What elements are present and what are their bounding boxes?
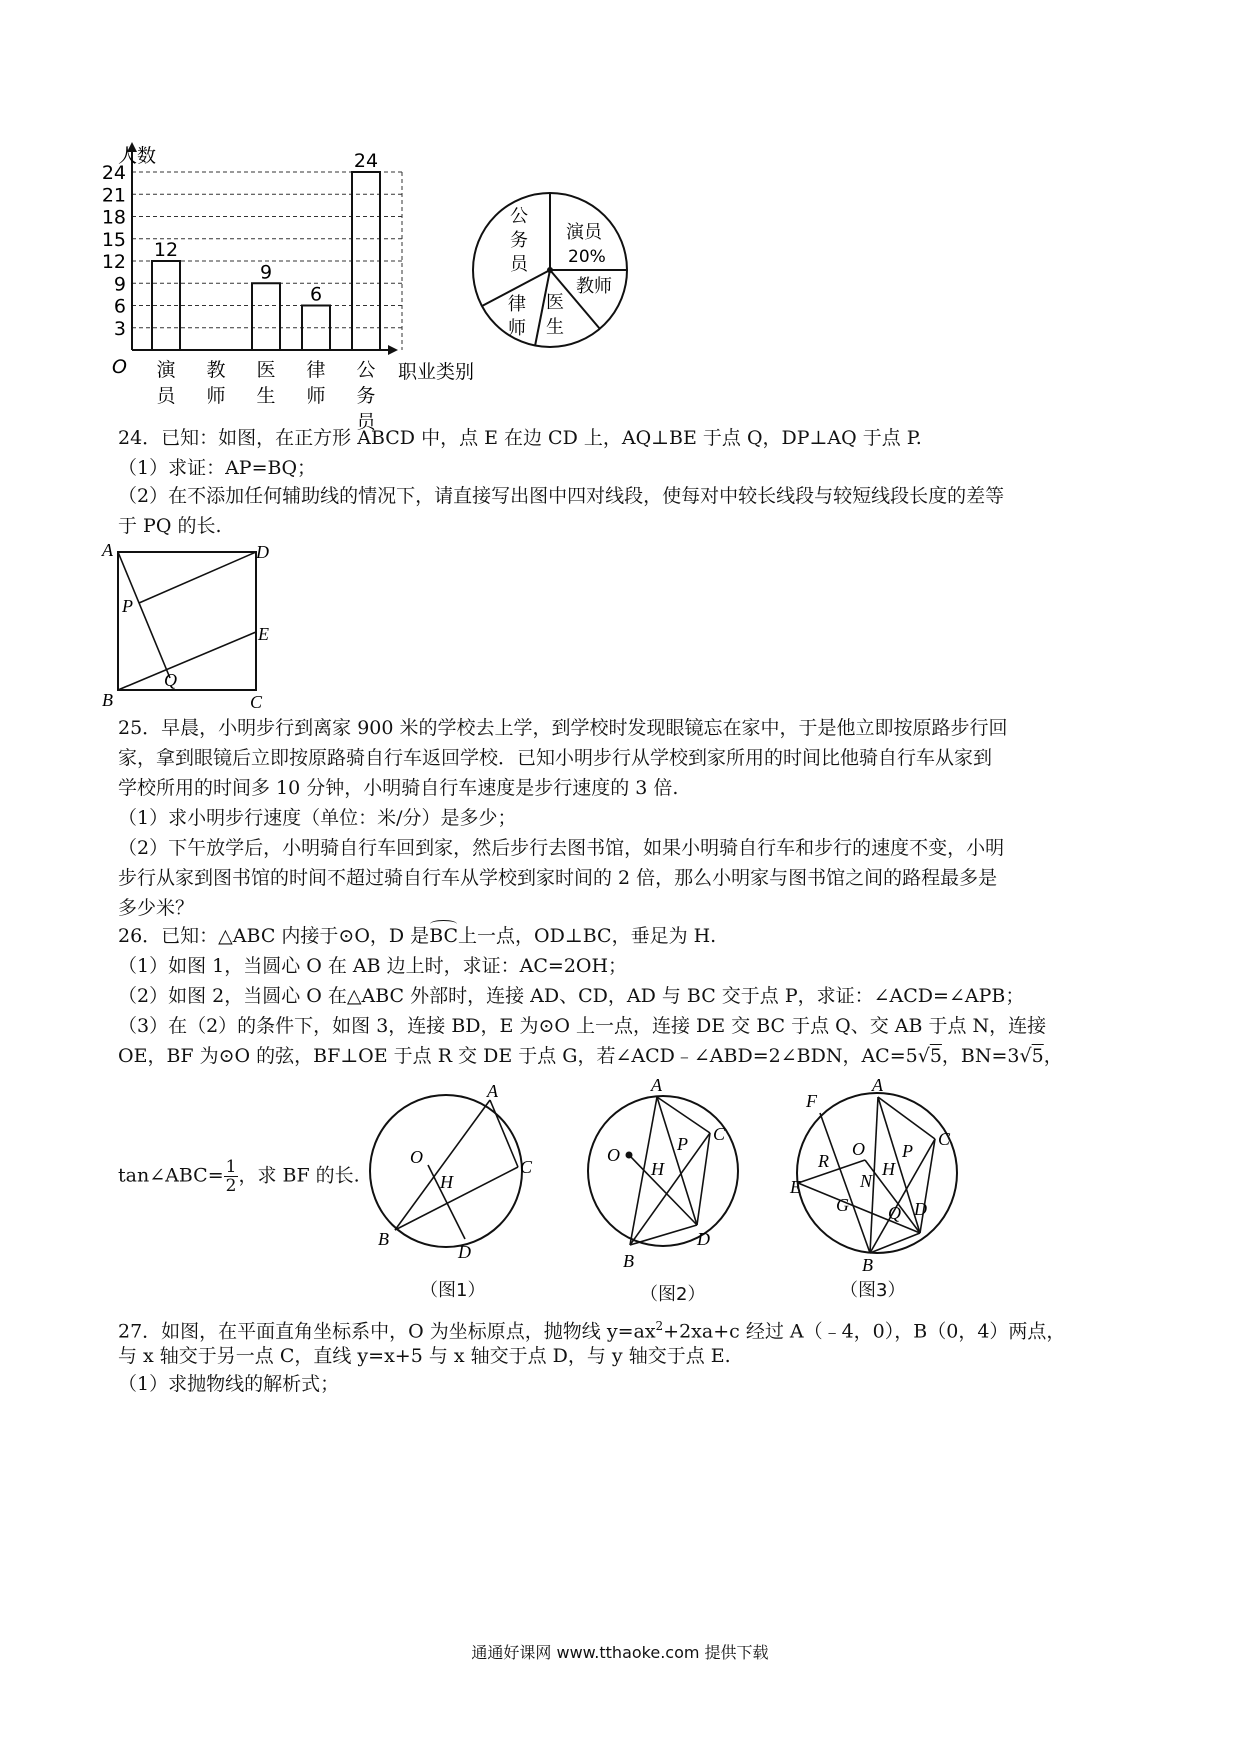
q26-f2-label-d: D (697, 1229, 710, 1249)
bar-chart-origin: O (112, 356, 127, 378)
q24-line-1: 24．已知：如图，在正方形 ABCD 中，点 E 在边 CD 上，AQ⊥BE 于点 Q，DP⊥AQ 于点 P. (118, 427, 922, 449)
q26-tan-a: tan∠ABC= (118, 1164, 224, 1187)
q26-sqrt-1: 5 (929, 1045, 942, 1067)
q26-line-2: （1）如图 1，当圆心 O 在 AB 边上时，求证：AC=2OH； (118, 955, 628, 977)
q27-line-1 (118, 1314, 1065, 1343)
q25-line-4: （1）求小明步行速度（单位：米/分）是多少； (118, 807, 517, 829)
q26-f3-label-a: A (872, 1075, 883, 1095)
q24-line-3: （2）在不添加任何辅助线的情况下，请直接写出图中四对线段，使每对中较长线段与较短线段长度的差等 (118, 485, 1005, 507)
q26-line-3: （2）如图 2，当圆心 O 在△ABC 外部时，连接 AD、CD，AD 与 BC 交于点 P，求证：∠ACD=∠APB； (118, 985, 1025, 1007)
q26-arc-bc: BC (429, 925, 459, 947)
q25-line-3: 学校所用的时间多 10 分钟，小明骑自行车速度是步行速度的 3 倍. (118, 777, 679, 799)
q26-f2-label-a: A (651, 1075, 662, 1095)
q26-f3-label-f: F (806, 1091, 817, 1111)
q24-label-c: C (250, 692, 263, 712)
q26-f2-label-c: C (713, 1124, 726, 1144)
q26-f2-label-h: H (651, 1159, 664, 1179)
pie-slice-label-doctor-1: 医 (546, 292, 564, 313)
pie-slice-label-lawyer-1: 律 (508, 294, 526, 315)
pie-slice-label-civil-2: 务 (510, 230, 528, 251)
q26-line-1-a: 26．已知：△ABC 内接于⊙O，D 是 (118, 925, 430, 947)
q24-label-p: P (122, 596, 133, 616)
q25-line-7: 多少米？ (118, 897, 195, 919)
q27-line-3: （1）求抛物线的解析式； (118, 1373, 340, 1395)
q26-tan-b: ，求 BF 的长. (238, 1164, 360, 1187)
category-label-char: 医 (256, 359, 276, 381)
q26-figure-1 (370, 1075, 533, 1275)
category-label-char: 师 (306, 385, 326, 407)
q26-line-5-c: ，BN=3 (941, 1045, 1020, 1067)
q24-label-b: B (102, 690, 113, 710)
y-tick-label: 21 (101, 184, 126, 207)
q26-f3-label-r: R (818, 1151, 829, 1171)
q25-line-2: 家，拿到眼镜后立即按原路骑自行车返回学校．已知小明步行从学校到家所用的时间比他骑自行车从家到 (118, 747, 993, 769)
q26-fig1-caption: （图1） (420, 1280, 486, 1301)
q24-label-q: Q (164, 670, 177, 690)
category-label-char: 员 (156, 385, 176, 407)
pie-chart (470, 188, 640, 358)
x-axis-arrow (388, 345, 398, 355)
bar-2 (252, 283, 280, 350)
y-tick-label: 15 (101, 228, 126, 251)
q26-line-1 (118, 924, 716, 948)
sqrt-icon: √ (1019, 1045, 1032, 1067)
q26-f1-label-d: D (458, 1242, 471, 1262)
pie-slice-label-doctor-2: 生 (546, 317, 564, 338)
pie-slice-label-actor: 演员 (566, 222, 602, 243)
q26-fraction-num: 1 (225, 1157, 237, 1177)
category-label-char: 演 (156, 359, 176, 381)
q26-f3-label-d: D (914, 1199, 927, 1219)
category-label-char: 律 (306, 359, 326, 381)
q26-f3-label-p: P (902, 1141, 913, 1161)
category-label-char: 公 (356, 359, 376, 381)
category-label-char: 教 (206, 359, 226, 381)
q26-tan-line (118, 1158, 360, 1195)
bar-value-label: 12 (153, 239, 179, 261)
pie-slice-label-civil-1: 公 (510, 206, 528, 227)
bar-chart-xlabel: 职业类别 (398, 361, 475, 383)
q26-f1-label-b: B (378, 1229, 389, 1249)
q26-fig2-caption: （图2） (640, 1284, 706, 1305)
category-label-char: 生 (256, 385, 276, 407)
pie-slice-label-lawyer-2: 师 (508, 318, 526, 339)
y-tick-label: 24 (101, 162, 126, 184)
q26-f3-label-o: O (852, 1139, 865, 1159)
q26-f3-label-e: E (790, 1177, 801, 1197)
q26-f3-label-c: C (938, 1129, 951, 1149)
q24-line-4: 于 PQ 的长. (118, 515, 222, 537)
pie-slice-percent-actor: 20% (568, 247, 606, 267)
q24-label-e: E (258, 624, 269, 644)
pie-slice-label-teacher: 教师 (576, 276, 612, 297)
q26-f3-label-q: Q (888, 1203, 901, 1223)
q24-label-d: D (256, 542, 269, 562)
q26-sqrt-2: 5 (1031, 1045, 1044, 1067)
bar-value-label: 24 (353, 150, 379, 172)
q24-label-a: A (102, 540, 113, 560)
q26-line-5 (118, 1044, 1063, 1068)
y-tick-label: 18 (101, 206, 126, 229)
sqrt-icon: √ (917, 1045, 930, 1067)
q26-f3-label-b: B (862, 1255, 873, 1275)
bar-chart-ylabel: 人数 (118, 145, 157, 167)
page-footer: 通通好课网 www.tthaoke.com 提供下载 (471, 1643, 769, 1662)
pie-slice-label-civil-3: 员 (510, 254, 528, 275)
q25-line-6: 步行从家到图书馆的时间不超过骑自行车从学校到家时间的 2 倍，那么小明家与图书馆之间的路程最多是 (118, 867, 998, 889)
q25-line-5: （2）下午放学后，小明骑自行车回到家，然后步行去图书馆，如果小明骑自行车和步行的速度不变，小明 (118, 837, 1005, 859)
q26-line-5-e: ， (1043, 1045, 1063, 1067)
q27-line-1-a: 27．如图，在平面直角坐标系中，O 为坐标原点，抛物线 y=ax (118, 1320, 656, 1343)
bar-value-label: 6 (309, 283, 323, 306)
q26-fraction-den: 2 (225, 1176, 237, 1196)
q26-f2-label-b: B (623, 1251, 634, 1271)
q27-line-1-b: +2xa+c 经过 A（﹣4，0），B（0，4）两点， (663, 1320, 1066, 1343)
q26-fraction (224, 1158, 239, 1195)
q26-f3-label-g: G (836, 1195, 849, 1215)
category-label-char: 员 (356, 411, 376, 433)
bar-value-label: 9 (259, 261, 273, 284)
q26-f1-label-h: H (440, 1172, 453, 1192)
y-tick-label: 9 (113, 273, 126, 296)
q26-figure-3 (790, 1075, 970, 1275)
q26-figure-2 (585, 1075, 745, 1275)
q26-f3-label-n: N (860, 1171, 873, 1191)
q27-superscript: 2 (655, 1319, 664, 1333)
y-tick-label: 6 (113, 295, 126, 318)
category-label-char: 务 (356, 385, 376, 407)
q27-line-2: 与 x 轴交于另一点 C，直线 y=x+5 与 x 轴交于点 D，与 y 轴交于点 E. (118, 1345, 731, 1367)
q26-f1-label-c: C (520, 1157, 533, 1177)
y-tick-label: 3 (113, 317, 126, 340)
q26-line-1-b: 上一点，OD⊥BC，垂足为 H. (458, 925, 717, 947)
q26-f2-label-o: O (607, 1145, 620, 1165)
q26-f2-label-p: P (677, 1134, 688, 1154)
q25-line-1: 25．早晨，小明步行到离家 900 米的学校去上学，到学校时发现眼镜忘在家中，于是他立即按原路步行回 (118, 717, 1008, 739)
y-tick-label: 12 (101, 251, 126, 273)
q26-fig3-caption: （图3） (840, 1280, 906, 1301)
q26-f1-label-o: O (410, 1147, 423, 1167)
category-label-char: 师 (206, 385, 226, 407)
q26-line-4: （3）在（2）的条件下，如图 3，连接 BD，E 为⊙O 上一点，连接 DE 交 BC 于点 Q、交 AB 于点 N，连接 (118, 1015, 1047, 1037)
q26-f3-label-h: H (882, 1159, 895, 1179)
q24-square-figure (100, 540, 290, 710)
q26-f1-label-a: A (487, 1081, 498, 1101)
q26-line-5-a: OE，BF 为⊙O 的弦，BF⊥OE 于点 R 交 DE 于点 G，若∠ACD﹣∠ABD=2∠BDN，AC=5 (118, 1045, 918, 1067)
q24-line-2: （1）求证：AP=BQ； (118, 457, 317, 479)
